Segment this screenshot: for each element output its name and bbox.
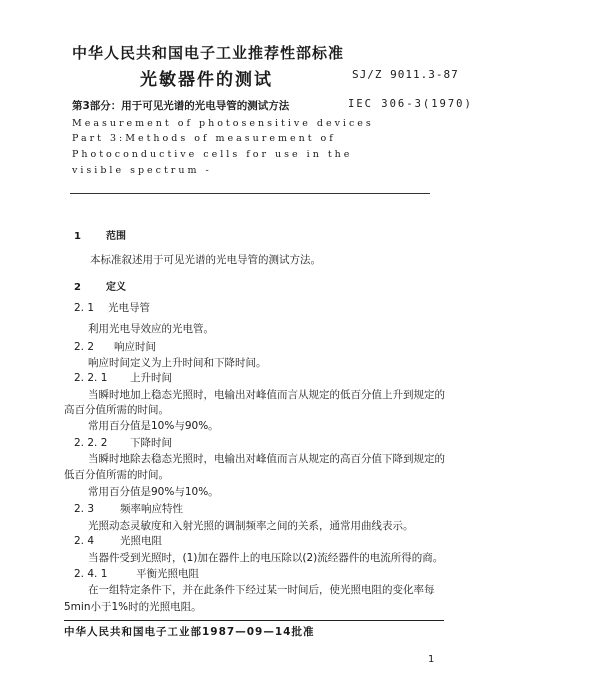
header-divider (70, 193, 430, 194)
section-2-2-2-text-3: 常用百分值是90%与10%。 (88, 486, 219, 498)
section-2-2-2-text-2: 低百分值所需的时间。 (64, 469, 169, 481)
section-2-2-1-text-3: 常用百分值是10%与90%。 (88, 420, 219, 432)
section-2-4-1-text-1: 在一组特定条件下，并在此条件下经过某一时间后，使光照电阻的变化率每 (88, 584, 435, 596)
section-2-4-text: 当器件受到光照时，(1)加在器件上的电压除以(2)流经器件的电流所得的商。 (88, 552, 444, 564)
section-2-1-text: 利用光电导效应的光电管。 (88, 323, 214, 335)
section-2-4-heading: 2. 4 光照电阻 (74, 535, 162, 547)
english-title-line-2: Part 3:Methods of measurement of (72, 133, 336, 144)
section-2-heading: 2 定义 (74, 282, 126, 293)
part-title-cn: 第3部分：用于可见光谱的光电导管的测试方法 (72, 100, 290, 112)
english-title-line-3: Photoconductive cells for use in the (72, 149, 353, 160)
main-title: 中华人民共和国电子工业推荐性部标准 (72, 44, 345, 62)
iec-reference: IEC 306-3(1970) (348, 98, 473, 110)
section-2-2-2-text-1: 当瞬时地除去稳态光照时，电输出对峰值而言从规定的高百分值下降到规定的 (88, 453, 445, 465)
section-2-3-heading: 2. 3 频率响应特性 (74, 503, 183, 515)
section-2-4-1-heading: 2. 4. 1 平衡光照电阻 (74, 568, 199, 580)
section-2-2-heading: 2. 2 响应时间 (74, 341, 156, 353)
section-2-1-heading: 2. 1 光电导管 (74, 302, 150, 314)
page-number: 1 (428, 654, 435, 665)
section-2-2-1-text-1: 当瞬时地加上稳态光照时，电输出对峰值而言从规定的低百分值上升到规定的 (88, 389, 445, 401)
section-2-2-1-heading: 2. 2. 1 上升时间 (74, 372, 172, 384)
section-1-text: 本标准叙述用于可见光谱的光电导管的测试方法。 (90, 254, 321, 266)
english-title-line-1: Measurement of photosensitive devices (72, 118, 374, 129)
section-2-4-1-text-2: 5min小于1%时的光照电阻。 (64, 601, 202, 613)
document-title: 光敏器件的测试 (140, 70, 273, 90)
approval-note: 中华人民共和国电子工业部1987—09—14批准 (64, 626, 315, 638)
english-title-line-4: visible spectrum - (72, 165, 212, 176)
standard-number: SJ/Z 9011.3-87 (352, 68, 459, 81)
section-2-2-1-text-2: 高百分值所需的时间。 (64, 404, 169, 416)
section-1-heading: 1 范围 (74, 231, 126, 242)
section-2-3-text: 光照动态灵敏度和入射光照的调制频率之间的关系，通常用曲线表示。 (88, 520, 414, 532)
section-2-2-2-heading: 2. 2. 2 下降时间 (74, 437, 172, 449)
section-2-2-text: 响应时间定义为上升时间和下降时间。 (88, 357, 267, 369)
footer-divider (64, 620, 444, 621)
